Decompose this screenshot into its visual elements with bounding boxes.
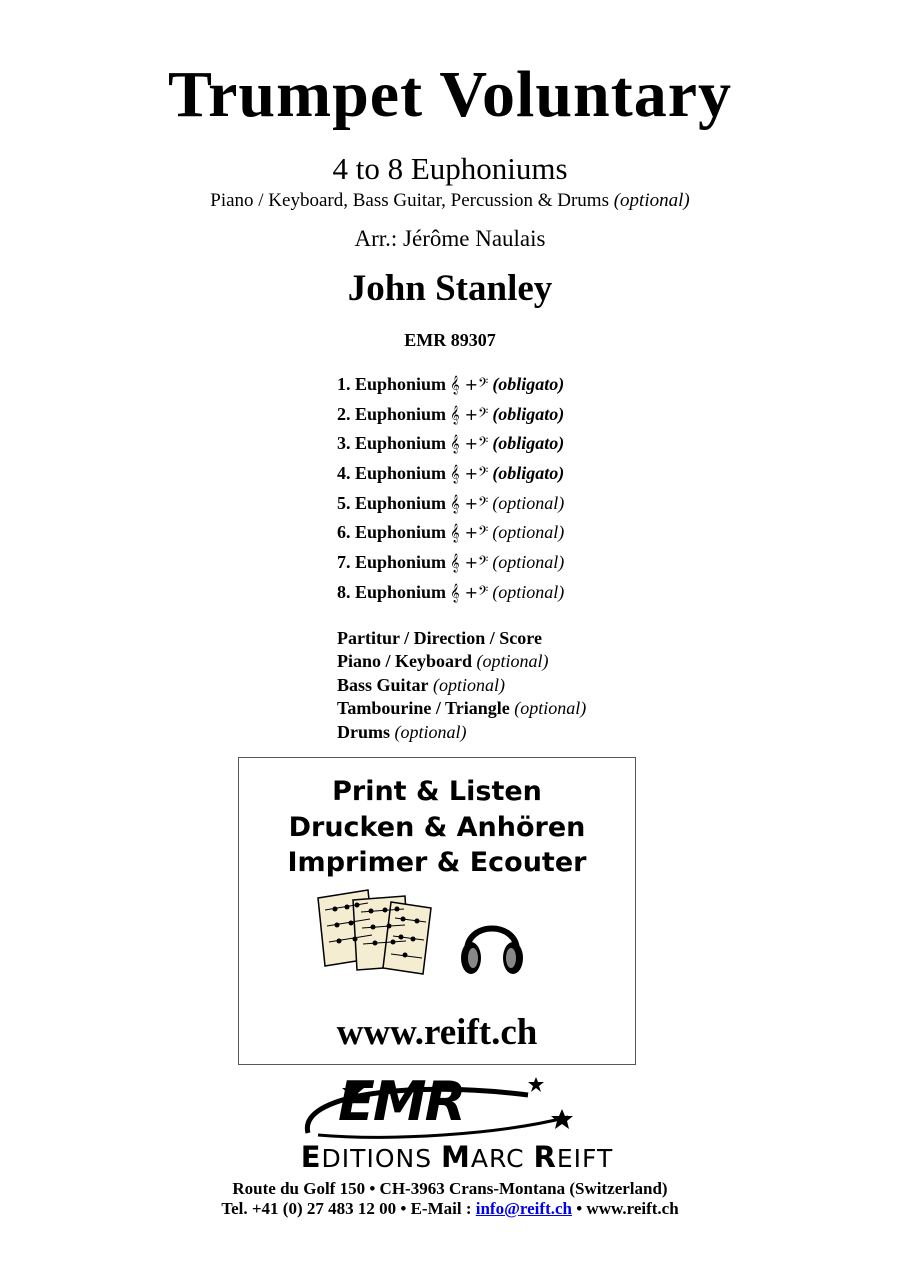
part-item xyxy=(337,402,564,432)
clef-icon: 𝄞 +𝄢 xyxy=(450,493,489,513)
part-note: (obligato) xyxy=(492,374,565,394)
part-name: 7. Euphonium xyxy=(337,552,447,573)
extra-item xyxy=(337,627,586,650)
extra-item xyxy=(337,697,586,720)
promo-line-2: Drucken & Anhören xyxy=(288,812,586,843)
publisher-name-part: DITIONS xyxy=(321,1144,442,1173)
extra-name: Tambourine / Triangle xyxy=(337,698,510,719)
publisher-name-part: ARC xyxy=(470,1144,534,1173)
part-name: 3. Euphonium xyxy=(337,433,447,454)
instrumentation-note: (optional) xyxy=(613,190,690,211)
publisher-contact xyxy=(0,1200,900,1217)
clef-icon: 𝄞 +𝄢 xyxy=(450,404,489,424)
instrumentation xyxy=(0,191,900,210)
logo-emr-text: EMR xyxy=(338,1070,465,1133)
part-note: (optional) xyxy=(492,522,565,543)
part-note: (optional) xyxy=(492,552,565,573)
part-name: 2. Euphonium xyxy=(337,403,447,424)
promo-url[interactable]: www.reift.ch xyxy=(336,1012,538,1053)
publisher-name-part: R xyxy=(533,1140,557,1174)
sheet-music-icon xyxy=(313,888,443,978)
clef-icon: 𝄞 +𝄢 xyxy=(450,553,489,573)
publisher-address: Route du Golf 150 • CH-3963 Crans-Montana (Switzerland) xyxy=(232,1179,668,1198)
extra-item xyxy=(337,650,586,673)
extra-name: Partitur / Direction / Score xyxy=(337,628,542,648)
publisher-name-part: E xyxy=(300,1140,322,1174)
catalog-code: EMR 89307 xyxy=(404,330,496,350)
part-item xyxy=(337,372,564,402)
headphones-icon xyxy=(457,906,527,981)
composer: John Stanley xyxy=(347,268,553,309)
extra-note: (optional) xyxy=(476,651,549,672)
extras-list xyxy=(337,627,586,744)
publisher-name-part: EIFT xyxy=(556,1144,614,1173)
part-note: (obligato) xyxy=(492,403,565,424)
parts-list xyxy=(337,372,564,610)
part-name: 6. Euphonium xyxy=(337,522,447,543)
part-note: (optional) xyxy=(492,581,565,602)
clef-icon: 𝄞 +𝄢 xyxy=(450,523,489,543)
publisher-name-part: M xyxy=(441,1140,471,1174)
clef-icon: 𝄞 +𝄢 xyxy=(450,582,489,602)
part-item xyxy=(337,461,564,491)
part-note: (obligato) xyxy=(492,433,565,454)
extra-item xyxy=(337,721,586,744)
extra-note: (optional) xyxy=(394,721,467,742)
clef-icon: 𝄞 +𝄢 xyxy=(450,434,489,454)
part-item xyxy=(337,580,564,610)
part-item xyxy=(337,520,564,550)
extra-name: Piano / Keyboard xyxy=(337,651,473,672)
part-name: 4. Euphonium xyxy=(337,463,447,484)
extra-name: Drums xyxy=(337,721,390,742)
clef-icon: 𝄞 +𝄢 xyxy=(450,464,489,484)
clef-icon: 𝄞 +𝄢 xyxy=(450,375,489,394)
email-link[interactable]: info@reift.ch xyxy=(475,1199,572,1218)
instrumentation-main: Piano / Keyboard, Bass Guitar, Percussion & Drums xyxy=(210,190,609,211)
part-name: 8. Euphonium xyxy=(337,581,447,602)
arranger: Arr.: Jérôme Naulais xyxy=(354,226,546,251)
part-name: 1. Euphonium xyxy=(337,374,447,394)
title: Trumpet Voluntary xyxy=(167,58,732,131)
subtitle: 4 to 8 Euphoniums xyxy=(332,151,568,186)
promo-line-3: Imprimer & Ecouter xyxy=(287,847,587,878)
part-note: (obligato) xyxy=(492,463,565,484)
promo-line-1: Print & Listen xyxy=(332,776,542,807)
contact-tel: Tel. +41 (0) 27 483 12 00 • E-Mail : xyxy=(221,1199,476,1218)
publisher-name xyxy=(238,1140,676,1174)
part-item xyxy=(337,550,564,580)
extra-item xyxy=(337,674,586,697)
extra-name: Bass Guitar xyxy=(337,674,429,695)
part-item xyxy=(337,431,564,461)
part-item xyxy=(337,491,564,521)
print-listen-box xyxy=(238,757,636,1065)
extra-note: (optional) xyxy=(433,674,506,695)
part-name: 5. Euphonium xyxy=(337,492,447,513)
extra-note: (optional) xyxy=(514,698,587,719)
contact-web: • www.reift.ch xyxy=(571,1199,679,1218)
emr-logo xyxy=(238,1070,676,1174)
part-note: (optional) xyxy=(492,492,565,513)
